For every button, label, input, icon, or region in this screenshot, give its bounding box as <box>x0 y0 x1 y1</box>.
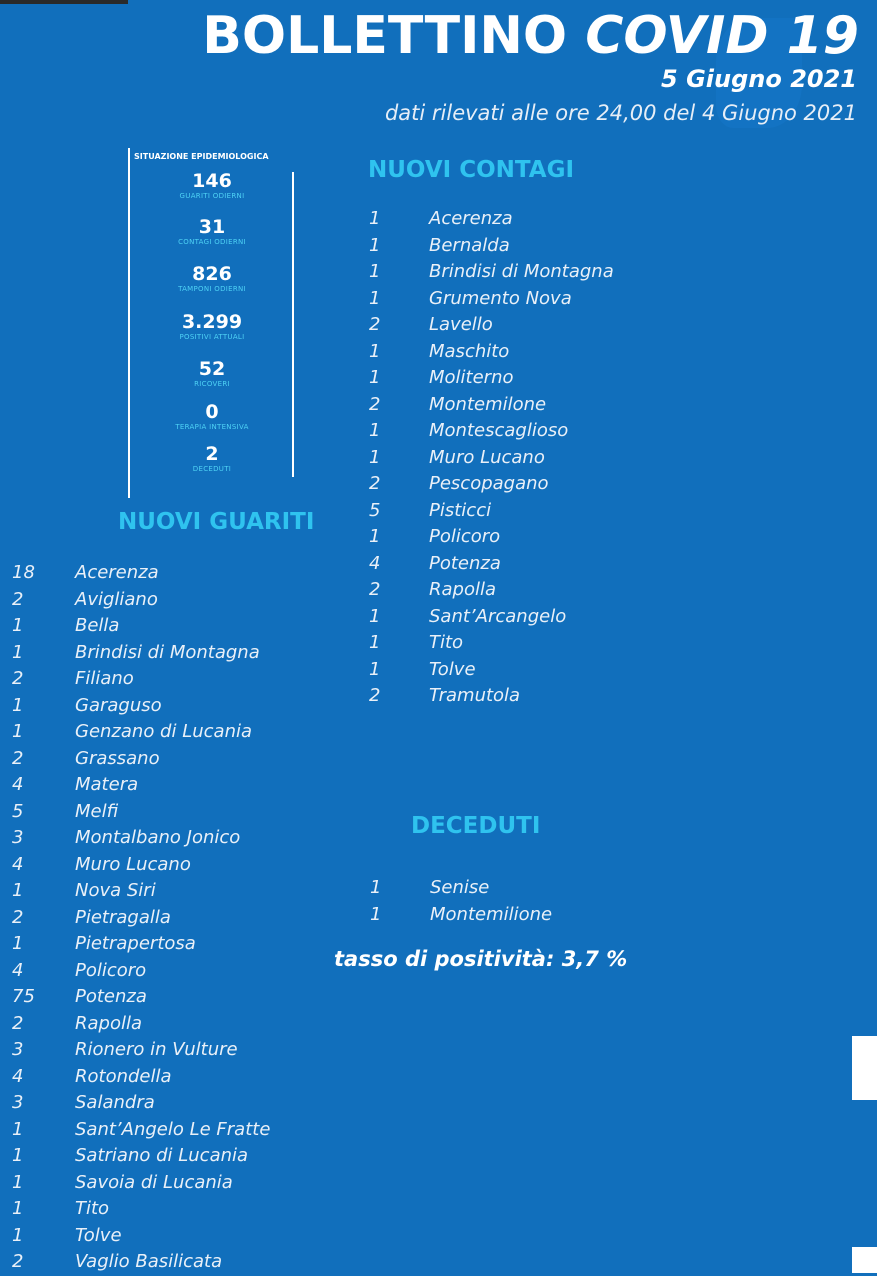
row-municipality: Potenza <box>429 552 501 574</box>
row-municipality: Salandra <box>75 1092 155 1113</box>
row-count: 2 <box>369 685 381 706</box>
list-item <box>12 1143 332 1170</box>
deceduti-heading: DECEDUTI <box>411 813 541 839</box>
row-municipality: Tolve <box>75 1224 122 1246</box>
row-count: 1 <box>369 287 381 309</box>
row-municipality: Melfi <box>75 800 119 822</box>
list-item <box>12 1037 332 1064</box>
row-municipality: Sant’Angelo Le Fratte <box>75 1118 271 1140</box>
list-item <box>369 339 699 366</box>
row-count: 1 <box>369 340 381 362</box>
row-count: 1 <box>369 234 381 256</box>
nuovi-contagi-heading: NUOVI CONTAGI <box>368 157 575 183</box>
stat-label: CONTAGI ODIERNI <box>178 238 246 246</box>
row-municipality: Moliterno <box>429 367 514 388</box>
stat-value: 0 <box>205 401 219 423</box>
list-item <box>12 878 332 905</box>
row-count: 1 <box>369 208 381 229</box>
row-count: 2 <box>369 314 381 335</box>
row-municipality: Rapolla <box>429 579 497 600</box>
stat-ricoveri <box>130 358 294 389</box>
stat-value: 31 <box>198 216 226 238</box>
stat-value: 146 <box>192 170 232 192</box>
list-item <box>369 630 699 657</box>
row-count: 1 <box>12 641 24 663</box>
row-count: 2 <box>12 906 24 928</box>
title-main: BOLLETTINO <box>202 6 586 66</box>
row-municipality: Rotondella <box>75 1065 172 1087</box>
list-item <box>12 1196 332 1223</box>
white-edge-block <box>852 1247 877 1273</box>
row-municipality: Brindisi di Montagna <box>75 641 260 663</box>
row-municipality: Pietrapertosa <box>75 933 196 954</box>
row-municipality: Maschito <box>429 340 510 362</box>
list-item <box>370 902 670 929</box>
stat-value: 52 <box>198 358 226 380</box>
list-item <box>12 666 332 693</box>
white-edge-block <box>852 1036 877 1100</box>
stat-value: 3.299 <box>181 311 243 333</box>
row-count: 75 <box>12 986 35 1007</box>
list-item <box>369 498 699 525</box>
list-item <box>12 1117 332 1144</box>
row-count: 4 <box>369 552 381 574</box>
list-item <box>369 392 699 419</box>
nuovi-guariti-heading: NUOVI GUARITI <box>118 509 315 535</box>
row-municipality: Pietragalla <box>75 906 171 928</box>
list-item <box>12 1170 332 1197</box>
row-count: 1 <box>369 632 381 653</box>
row-count: 1 <box>369 446 381 468</box>
title-covid: COVID 19 <box>585 6 859 66</box>
row-count: 1 <box>12 933 24 954</box>
row-count: 1 <box>370 877 382 898</box>
list-item <box>369 577 699 604</box>
list-item <box>369 604 699 631</box>
list-item <box>12 719 332 746</box>
stat-label: TERAPIA INTENSIVA <box>175 423 249 431</box>
row-count: 3 <box>12 1039 24 1060</box>
list-item <box>12 640 332 667</box>
list-item <box>369 657 699 684</box>
row-count: 2 <box>369 579 381 600</box>
row-municipality: Lavello <box>429 314 493 335</box>
list-item <box>369 286 699 313</box>
row-count: 1 <box>369 526 381 547</box>
stat-tamponi-odierni <box>130 263 294 294</box>
data-collection-note: dati rilevati alle ore 24,00 del 4 Giugno 2021 <box>384 101 857 125</box>
list-item <box>369 418 699 445</box>
positivity-rate: tasso di positività: 3,7 % <box>334 947 628 971</box>
row-municipality: Bernalda <box>429 234 510 256</box>
stat-label: POSITIVI ATTUALI <box>179 333 245 341</box>
stat-value: 826 <box>192 263 232 285</box>
row-count: 2 <box>12 747 24 769</box>
nuovi-contagi-list <box>369 206 699 710</box>
row-municipality: Filiano <box>75 668 134 689</box>
list-item <box>369 206 699 233</box>
row-municipality: Policoro <box>429 526 501 547</box>
row-municipality: Montalbano Jonico <box>75 827 241 848</box>
row-municipality: Genzano di Lucania <box>75 721 253 742</box>
list-item <box>369 365 699 392</box>
row-count: 1 <box>12 1224 24 1246</box>
list-item <box>12 825 332 852</box>
stat-contagi-odierni <box>130 216 294 247</box>
list-item <box>369 312 699 339</box>
row-municipality: Rionero in Vulture <box>75 1039 238 1060</box>
row-municipality: Pisticci <box>429 499 492 521</box>
row-municipality: Acerenza <box>429 208 513 229</box>
list-item <box>12 746 332 773</box>
list-item <box>12 1011 332 1038</box>
row-count: 1 <box>369 367 381 388</box>
row-municipality: Potenza <box>75 986 147 1007</box>
row-municipality: Savoia di Lucania <box>75 1171 233 1193</box>
stat-deceduti <box>130 443 294 474</box>
row-count: 5 <box>369 499 381 521</box>
list-item <box>12 613 332 640</box>
row-count: 2 <box>12 588 24 610</box>
row-count: 1 <box>369 420 381 441</box>
row-municipality: Tito <box>75 1198 110 1219</box>
row-municipality: Tolve <box>429 658 476 680</box>
list-item <box>12 958 332 985</box>
stat-guariti-odierni <box>130 170 294 201</box>
list-item <box>12 693 332 720</box>
list-item <box>369 524 699 551</box>
list-item <box>12 560 332 587</box>
list-item <box>12 587 332 614</box>
row-count: 1 <box>12 880 24 901</box>
row-municipality: Muro Lucano <box>75 853 191 875</box>
top-dark-bar <box>0 0 128 4</box>
list-item <box>12 984 332 1011</box>
row-municipality: Satriano di Lucania <box>75 1145 249 1166</box>
row-municipality: Garaguso <box>75 694 162 716</box>
row-count: 1 <box>369 658 381 680</box>
row-count: 5 <box>12 800 24 822</box>
row-municipality: Montemilione <box>430 903 553 925</box>
row-count: 1 <box>369 261 381 282</box>
list-item <box>369 471 699 498</box>
row-municipality: Pescopagano <box>429 473 549 494</box>
row-municipality: Tramutola <box>429 685 521 706</box>
list-item <box>12 772 332 799</box>
row-count: 2 <box>12 1012 24 1034</box>
row-municipality: Bella <box>75 615 120 636</box>
row-count: 2 <box>12 668 24 689</box>
deceduti-list <box>370 875 670 928</box>
row-municipality: Senise <box>430 877 490 898</box>
row-municipality: Muro Lucano <box>429 446 545 468</box>
row-count: 4 <box>12 774 24 795</box>
row-municipality: Brindisi di Montagna <box>429 261 614 282</box>
row-municipality: Matera <box>75 774 139 795</box>
row-municipality: Tito <box>429 632 464 653</box>
row-municipality: Vaglio Basilicata <box>75 1251 223 1272</box>
bulletin-title <box>202 6 859 66</box>
list-item <box>12 931 332 958</box>
list-item <box>369 445 699 472</box>
row-municipality: Montemilone <box>429 393 547 415</box>
row-count: 1 <box>12 721 24 742</box>
row-count: 1 <box>12 1145 24 1166</box>
list-item <box>12 799 332 826</box>
row-count: 1 <box>12 694 24 716</box>
list-item <box>369 233 699 260</box>
row-count: 18 <box>12 562 35 583</box>
list-item <box>12 1090 332 1117</box>
row-count: 2 <box>369 473 381 494</box>
row-count: 2 <box>12 1251 24 1272</box>
list-item <box>12 1223 332 1250</box>
list-item <box>12 1064 332 1091</box>
row-count: 1 <box>12 1171 24 1193</box>
row-count: 4 <box>12 1065 24 1087</box>
list-item <box>369 683 699 710</box>
list-item <box>12 905 332 932</box>
row-count: 3 <box>12 827 24 848</box>
row-count: 1 <box>369 605 381 627</box>
nuovi-guariti-list <box>12 560 332 1276</box>
row-count: 1 <box>12 1118 24 1140</box>
stat-label: GUARITI ODIERNI <box>179 192 245 200</box>
bulletin-date: 5 Giugno 2021 <box>661 65 857 93</box>
row-municipality: Rapolla <box>75 1012 143 1034</box>
row-municipality: Nova Siri <box>75 880 156 901</box>
row-municipality: Acerenza <box>75 562 159 583</box>
row-count: 4 <box>12 959 24 981</box>
list-item <box>370 875 670 902</box>
stat-label: TAMPONI ODIERNI <box>178 285 246 293</box>
row-count: 4 <box>12 853 24 875</box>
row-count: 1 <box>12 615 24 636</box>
row-municipality: Policoro <box>75 959 147 981</box>
row-count: 2 <box>369 393 381 415</box>
stats-title: SITUAZIONE EPIDEMIOLOGICA <box>134 152 269 161</box>
row-municipality: Montescaglioso <box>429 420 569 441</box>
list-item <box>12 1249 332 1276</box>
list-item <box>369 259 699 286</box>
stat-terapia-intensiva <box>130 401 294 432</box>
row-count: 3 <box>12 1092 24 1113</box>
list-item <box>369 551 699 578</box>
list-item <box>12 852 332 879</box>
row-municipality: Avigliano <box>75 588 158 610</box>
stat-label: RICOVERI <box>194 380 230 388</box>
stat-value: 2 <box>205 443 219 465</box>
row-municipality: Sant’Arcangelo <box>429 605 567 627</box>
row-count: 1 <box>370 903 382 925</box>
stat-label: DECEDUTI <box>192 465 232 473</box>
row-count: 1 <box>12 1198 24 1219</box>
row-municipality: Grassano <box>75 747 160 769</box>
row-municipality: Grumento Nova <box>429 287 572 309</box>
stat-positivi-attuali <box>130 311 294 342</box>
